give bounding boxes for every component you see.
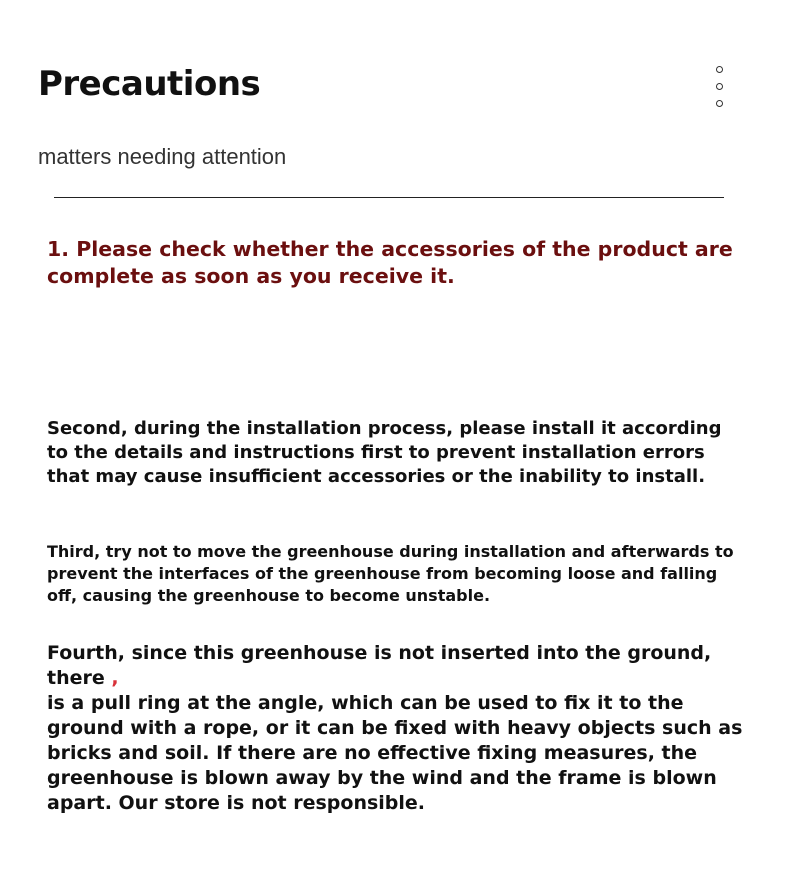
menu-dot: [716, 83, 723, 90]
page-title: Precautions: [38, 64, 261, 104]
precaution-fourth-line1: Fourth, since this greenhouse is not inserted into the ground, there: [47, 642, 712, 689]
more-vertical-icon[interactable]: [716, 66, 726, 117]
menu-dot: [716, 66, 723, 73]
precaution-first: 1. Please check whether the accessories of the product are complete as soon as you receive it.: [47, 237, 733, 288]
precaution-third: Third, try not to move the greenhouse during installation and afterwards to prevent the interfaces of the greenhouse from becoming loose and falling off, causing the greenhouse to become unstable.: [47, 542, 734, 605]
menu-dot: [716, 100, 723, 107]
page-subtitle: matters needing attention: [38, 144, 287, 169]
red-comma: ,: [111, 667, 119, 689]
precaution-second: Second, during the installation process, please install it according to the details and instructions first to prevent installation errors that may cause insufficient accessories or the inability to install.: [47, 418, 722, 487]
precaution-fourth-rest: is a pull ring at the angle, which can be used to fix it to the ground with a rope, or it can be fixed with heavy objects such as bricks and soil. If there are no effective fixing measures, the greenhouse is blown away by the wind and the frame is blown apart. Our store is not responsible.: [47, 692, 743, 814]
divider: [54, 197, 724, 198]
precaution-fourth: [47, 641, 747, 816]
